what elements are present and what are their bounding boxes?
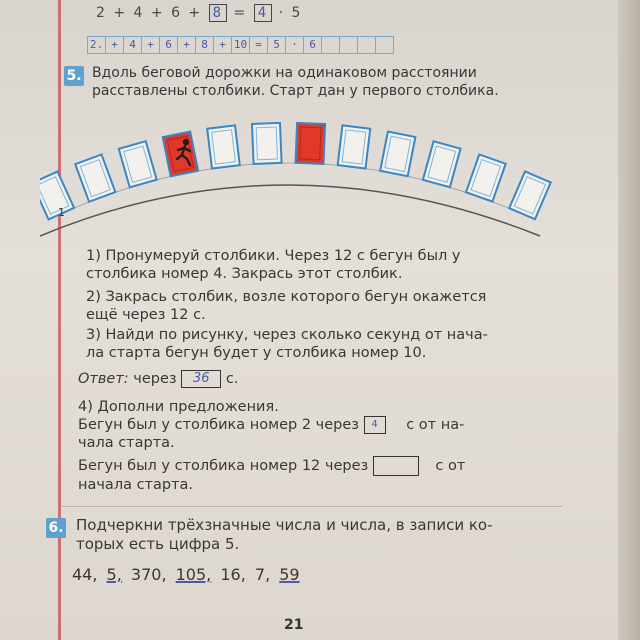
step-4-box-2[interactable] xyxy=(373,456,419,476)
equation-equals: = xyxy=(233,5,248,21)
margin-line xyxy=(58,0,61,640)
equation-right: · 5 xyxy=(278,5,303,21)
number-item[interactable]: 16, xyxy=(220,565,246,584)
answer-box[interactable]: 36 xyxy=(181,370,221,388)
equation-box-2: 4 xyxy=(254,4,272,22)
task-separator xyxy=(62,506,562,507)
track-arc-inner xyxy=(52,163,532,218)
equation-left: 2 + 4 + 6 + xyxy=(96,5,203,21)
grid-cell xyxy=(339,36,358,54)
step-4-line-3-text: Бегун был у столбика номер 12 через xyxy=(78,458,369,474)
step-4-line-3-tail: с от xyxy=(435,458,466,474)
next-page-edge xyxy=(618,0,640,640)
grid-cell: 6 xyxy=(159,36,178,54)
task-6-numbers xyxy=(72,566,300,584)
grid-cell: + xyxy=(105,36,124,54)
track-posts xyxy=(40,123,551,220)
step-1-line-1: 1) Пронумеруй столбики. Через 12 с бегун был у xyxy=(86,248,461,264)
grid-cell xyxy=(375,36,394,54)
first-post-label: 1 xyxy=(58,206,65,219)
task-6-number: 6. xyxy=(46,518,66,538)
track-post-12[interactable] xyxy=(509,171,550,219)
answer-label: Ответ: xyxy=(78,371,129,387)
step-4-title: 4) Дополни предложения. xyxy=(78,399,279,415)
step-3-line-2: ла старта бегун будет у столбика номер 10. xyxy=(86,345,427,361)
step-4-line-1-tail: с от на- xyxy=(406,417,465,433)
step-4-line-1-text: Бегун был у столбика номер 2 через xyxy=(78,417,359,433)
page-number: 21 xyxy=(284,617,304,633)
step-4-line-2: чала старта. xyxy=(78,435,175,451)
step-1-line-2: столбика номер 4. Закрась этот столбик. xyxy=(86,266,403,282)
task-5-number: 5. xyxy=(64,66,84,86)
task-5-intro-line-2: расставлены столбики. Старт дан у первого столбика. xyxy=(92,83,499,99)
step-2-line-2: ещё через 12 с. xyxy=(86,307,206,323)
grid-cell: 8 xyxy=(195,36,214,54)
grid-cell: + xyxy=(213,36,232,54)
answer-unit: с. xyxy=(225,371,239,387)
number-item-underlined[interactable]: 5, xyxy=(106,565,122,584)
step-3-line-1: 3) Найди по рисунку, через сколько секунд от нача- xyxy=(86,327,488,343)
grid-cell: 2. xyxy=(87,36,106,54)
equation-box-1: 8 xyxy=(209,4,227,22)
grid-cell: 10 xyxy=(231,36,250,54)
answer-grid-row xyxy=(88,36,394,52)
answer-line xyxy=(78,370,238,388)
grid-cell: = xyxy=(249,36,268,54)
grid-cell: 4 xyxy=(123,36,142,54)
step-4-line-4: начала старта. xyxy=(78,477,194,493)
grid-cell xyxy=(357,36,376,54)
number-item-underlined[interactable]: 59 xyxy=(279,565,300,584)
top-equation xyxy=(96,4,302,22)
step-2-line-1: 2) Закрась столбик, возле которого бегун окажется xyxy=(86,289,487,305)
task-6-line-2: торых есть цифра 5. xyxy=(76,535,240,553)
grid-cell xyxy=(321,36,340,54)
number-item-underlined[interactable]: 105, xyxy=(175,565,212,584)
grid-cell: + xyxy=(177,36,196,54)
step-4-line-3 xyxy=(78,456,465,476)
number-item[interactable]: 7, xyxy=(254,565,271,584)
grid-cell: 6 xyxy=(303,36,322,54)
track-post-4[interactable] xyxy=(163,132,198,177)
answer-pre: через xyxy=(133,371,177,387)
running-track-illustration xyxy=(40,108,570,248)
task-5-intro-line-1: Вдоль беговой дорожки на одинаковом расстоянии xyxy=(92,65,477,81)
task-6-line-1: Подчеркни трёхзначные числа и числа, в записи ко- xyxy=(76,516,493,534)
track-post-9[interactable] xyxy=(380,132,415,177)
number-item[interactable]: 370, xyxy=(130,565,167,584)
grid-cell: 5 xyxy=(267,36,286,54)
grid-cell: · xyxy=(285,36,304,54)
step-4-box-1[interactable]: 4 xyxy=(364,416,386,434)
step-4-line-1 xyxy=(78,416,464,434)
grid-cell: + xyxy=(141,36,160,54)
number-item[interactable]: 44, xyxy=(72,565,98,584)
